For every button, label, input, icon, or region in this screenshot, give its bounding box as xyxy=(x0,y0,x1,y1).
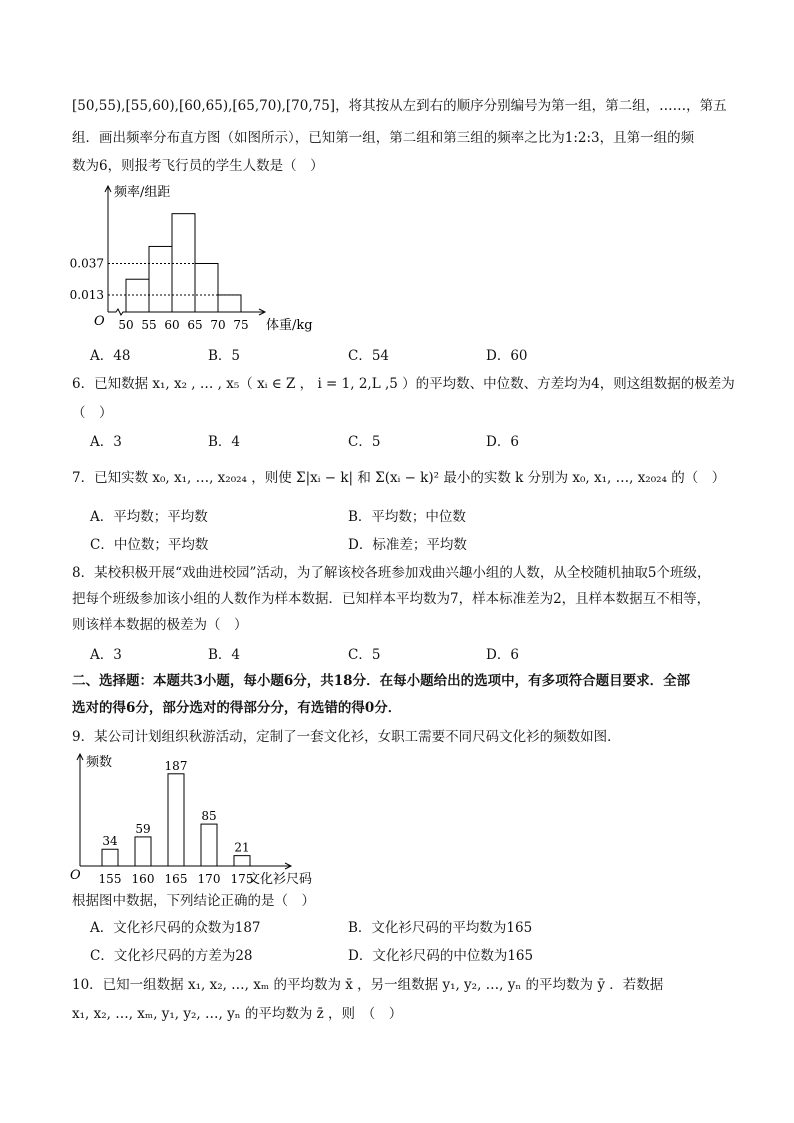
histogram-bar xyxy=(195,263,218,312)
q9-option-c: C．文化衫尺码的方差为28 xyxy=(90,948,253,964)
x-tick-label: 160 xyxy=(131,872,155,886)
q7-option-c: C．中位数；平均数 xyxy=(90,537,209,553)
frequency-bar xyxy=(135,837,151,866)
q8-line-2: 把每个班级参加该小组的人数作为样本数据．已知样本平均数为7，样本标准差为2，且样本数据互不相等， xyxy=(72,591,711,607)
q8-line-3: 则该样本数据的极差为（ ） xyxy=(72,617,248,633)
q7-option-d: D．标准差；平均数 xyxy=(348,537,467,553)
q8-option-c: C．5 xyxy=(348,647,381,663)
q8-option-d: D．6 xyxy=(486,647,519,663)
q5-option-b: B．5 xyxy=(208,348,241,364)
q9-line-2: 根据图中数据，下列结论正确的是（ ） xyxy=(72,893,315,909)
q9-option-d: D．文化衫尺码的中位数为165 xyxy=(348,948,534,964)
frequency-bar xyxy=(201,824,217,866)
section-2-line-2: 选对的得6分，部分选对的得部分分，有选错的得0分． xyxy=(72,700,402,716)
x-tick-label: 65 xyxy=(187,318,203,332)
data-label: 59 xyxy=(135,821,151,836)
data-label: 85 xyxy=(201,809,217,824)
q7-option-a: A．平均数；平均数 xyxy=(90,509,208,525)
q10-line-1: 10．已知一组数据 x₁, x₂, …, xₘ 的平均数为 x̄ ，另一组数据 y₁, y₂, …, yₙ 的平均数为 ȳ ．若数据 xyxy=(72,977,664,993)
frequency-bar xyxy=(168,774,184,866)
x-tick-label: 170 xyxy=(197,872,221,886)
q6-option-c: C．5 xyxy=(348,434,381,450)
q6-option-d: D．6 xyxy=(486,434,519,450)
x-tick-label: 175 xyxy=(230,872,254,886)
x-axis-label: 文化衫尺码 xyxy=(247,872,313,887)
histogram-bar xyxy=(126,279,149,312)
q9-line-1: 9．某公司计划组织秋游活动，定制了一套文化衫，女职工需要不同尺码文化衫的频数如图． xyxy=(72,729,621,745)
q8-option-b: B．4 xyxy=(208,647,241,663)
data-label: 34 xyxy=(102,834,118,849)
x-tick-label: 50 xyxy=(118,318,134,332)
histogram-bar xyxy=(172,214,195,312)
q5-option-d: D．60 xyxy=(486,348,528,364)
frequency-bar xyxy=(234,856,250,866)
y-axis-label: 频率/组距 xyxy=(114,185,171,200)
q8-option-a: A．3 xyxy=(90,647,122,663)
q9-option-a: A．文化衫尺码的众数为187 xyxy=(90,920,261,936)
q6-line-2: （ ） xyxy=(72,405,113,421)
data-label: 187 xyxy=(164,758,188,773)
q8-line-1: 8．某校积极开展“戏曲进校园”活动，为了解该校各班参加戏曲兴趣小组的人数，从全校随机抽取5个班级， xyxy=(72,565,711,581)
q10-line-2: x₁, x₂, …, xₘ, y₁, y₂, …, yₙ 的平均数为 z̄ ，则 （ ） xyxy=(72,1006,403,1022)
q6-line-1: 6．已知数据 x₁, x₂ , … , x₅（ xᵢ ∈ Z ， i = 1, 2,L ,5 ）的平均数、中位数、方差均为4，则这组数据的极差为 xyxy=(72,376,735,392)
q9-option-b: B．文化衫尺码的平均数为165 xyxy=(348,920,533,936)
histogram-bar xyxy=(218,295,241,312)
q5-line-1: [50,55),[55,60),[60,65),[65,70),[70,75]，将其按从左到右的顺序分别编号为第一组，第二组，……，第五 xyxy=(72,98,727,114)
q5-line-2: 组．画出频率分布直方图（如图所示），已知第一组，第二组和第三组的频率之比为1:2:3，且第一组的频 xyxy=(72,130,695,146)
data-label: 21 xyxy=(234,840,250,855)
q6-option-b: B．4 xyxy=(208,434,241,450)
section-2-line-1: 二、选择题：本题共3小题，每小题6分，共18分．在每小题给出的选项中，有多项符合题目要求．全部 xyxy=(72,673,691,689)
q5-line-3: 数为6，则报考飞行员的学生人数是（ ） xyxy=(72,158,324,174)
y-axis-label: 频数 xyxy=(86,755,113,770)
frequency-bar xyxy=(102,849,118,866)
origin-label: O xyxy=(70,868,81,883)
q5-option-c: C．54 xyxy=(348,348,390,364)
histogram-chart xyxy=(60,178,330,338)
origin-label: O xyxy=(94,314,105,329)
q5-option-a: A．48 xyxy=(90,348,131,364)
x-tick-label: 70 xyxy=(210,318,226,332)
y-tick-label: 0.013 xyxy=(69,287,104,302)
q6-option-a: A．3 xyxy=(90,434,122,450)
histogram-bar xyxy=(149,246,172,312)
size-frequency-chart xyxy=(66,748,326,888)
x-tick-label: 75 xyxy=(233,318,249,332)
x-tick-label: 55 xyxy=(141,318,157,332)
x-axis-label: 体重/kg xyxy=(266,318,313,333)
x-tick-label: 165 xyxy=(164,872,188,886)
y-tick-label: 0.037 xyxy=(69,256,104,271)
q7-line-1: 7．已知实数 x₀, x₁, …, x₂₀₂₄ ，则使 Σ|xᵢ − k| 和 Σ(xᵢ − k)² 最小的实数 k 分别为 x₀, x₁, …, x₂₀₂₄ 的（ ） xyxy=(72,470,726,486)
x-tick-label: 60 xyxy=(164,318,180,332)
q7-option-b: B．平均数；中位数 xyxy=(348,509,466,525)
x-tick-label: 155 xyxy=(98,872,122,886)
